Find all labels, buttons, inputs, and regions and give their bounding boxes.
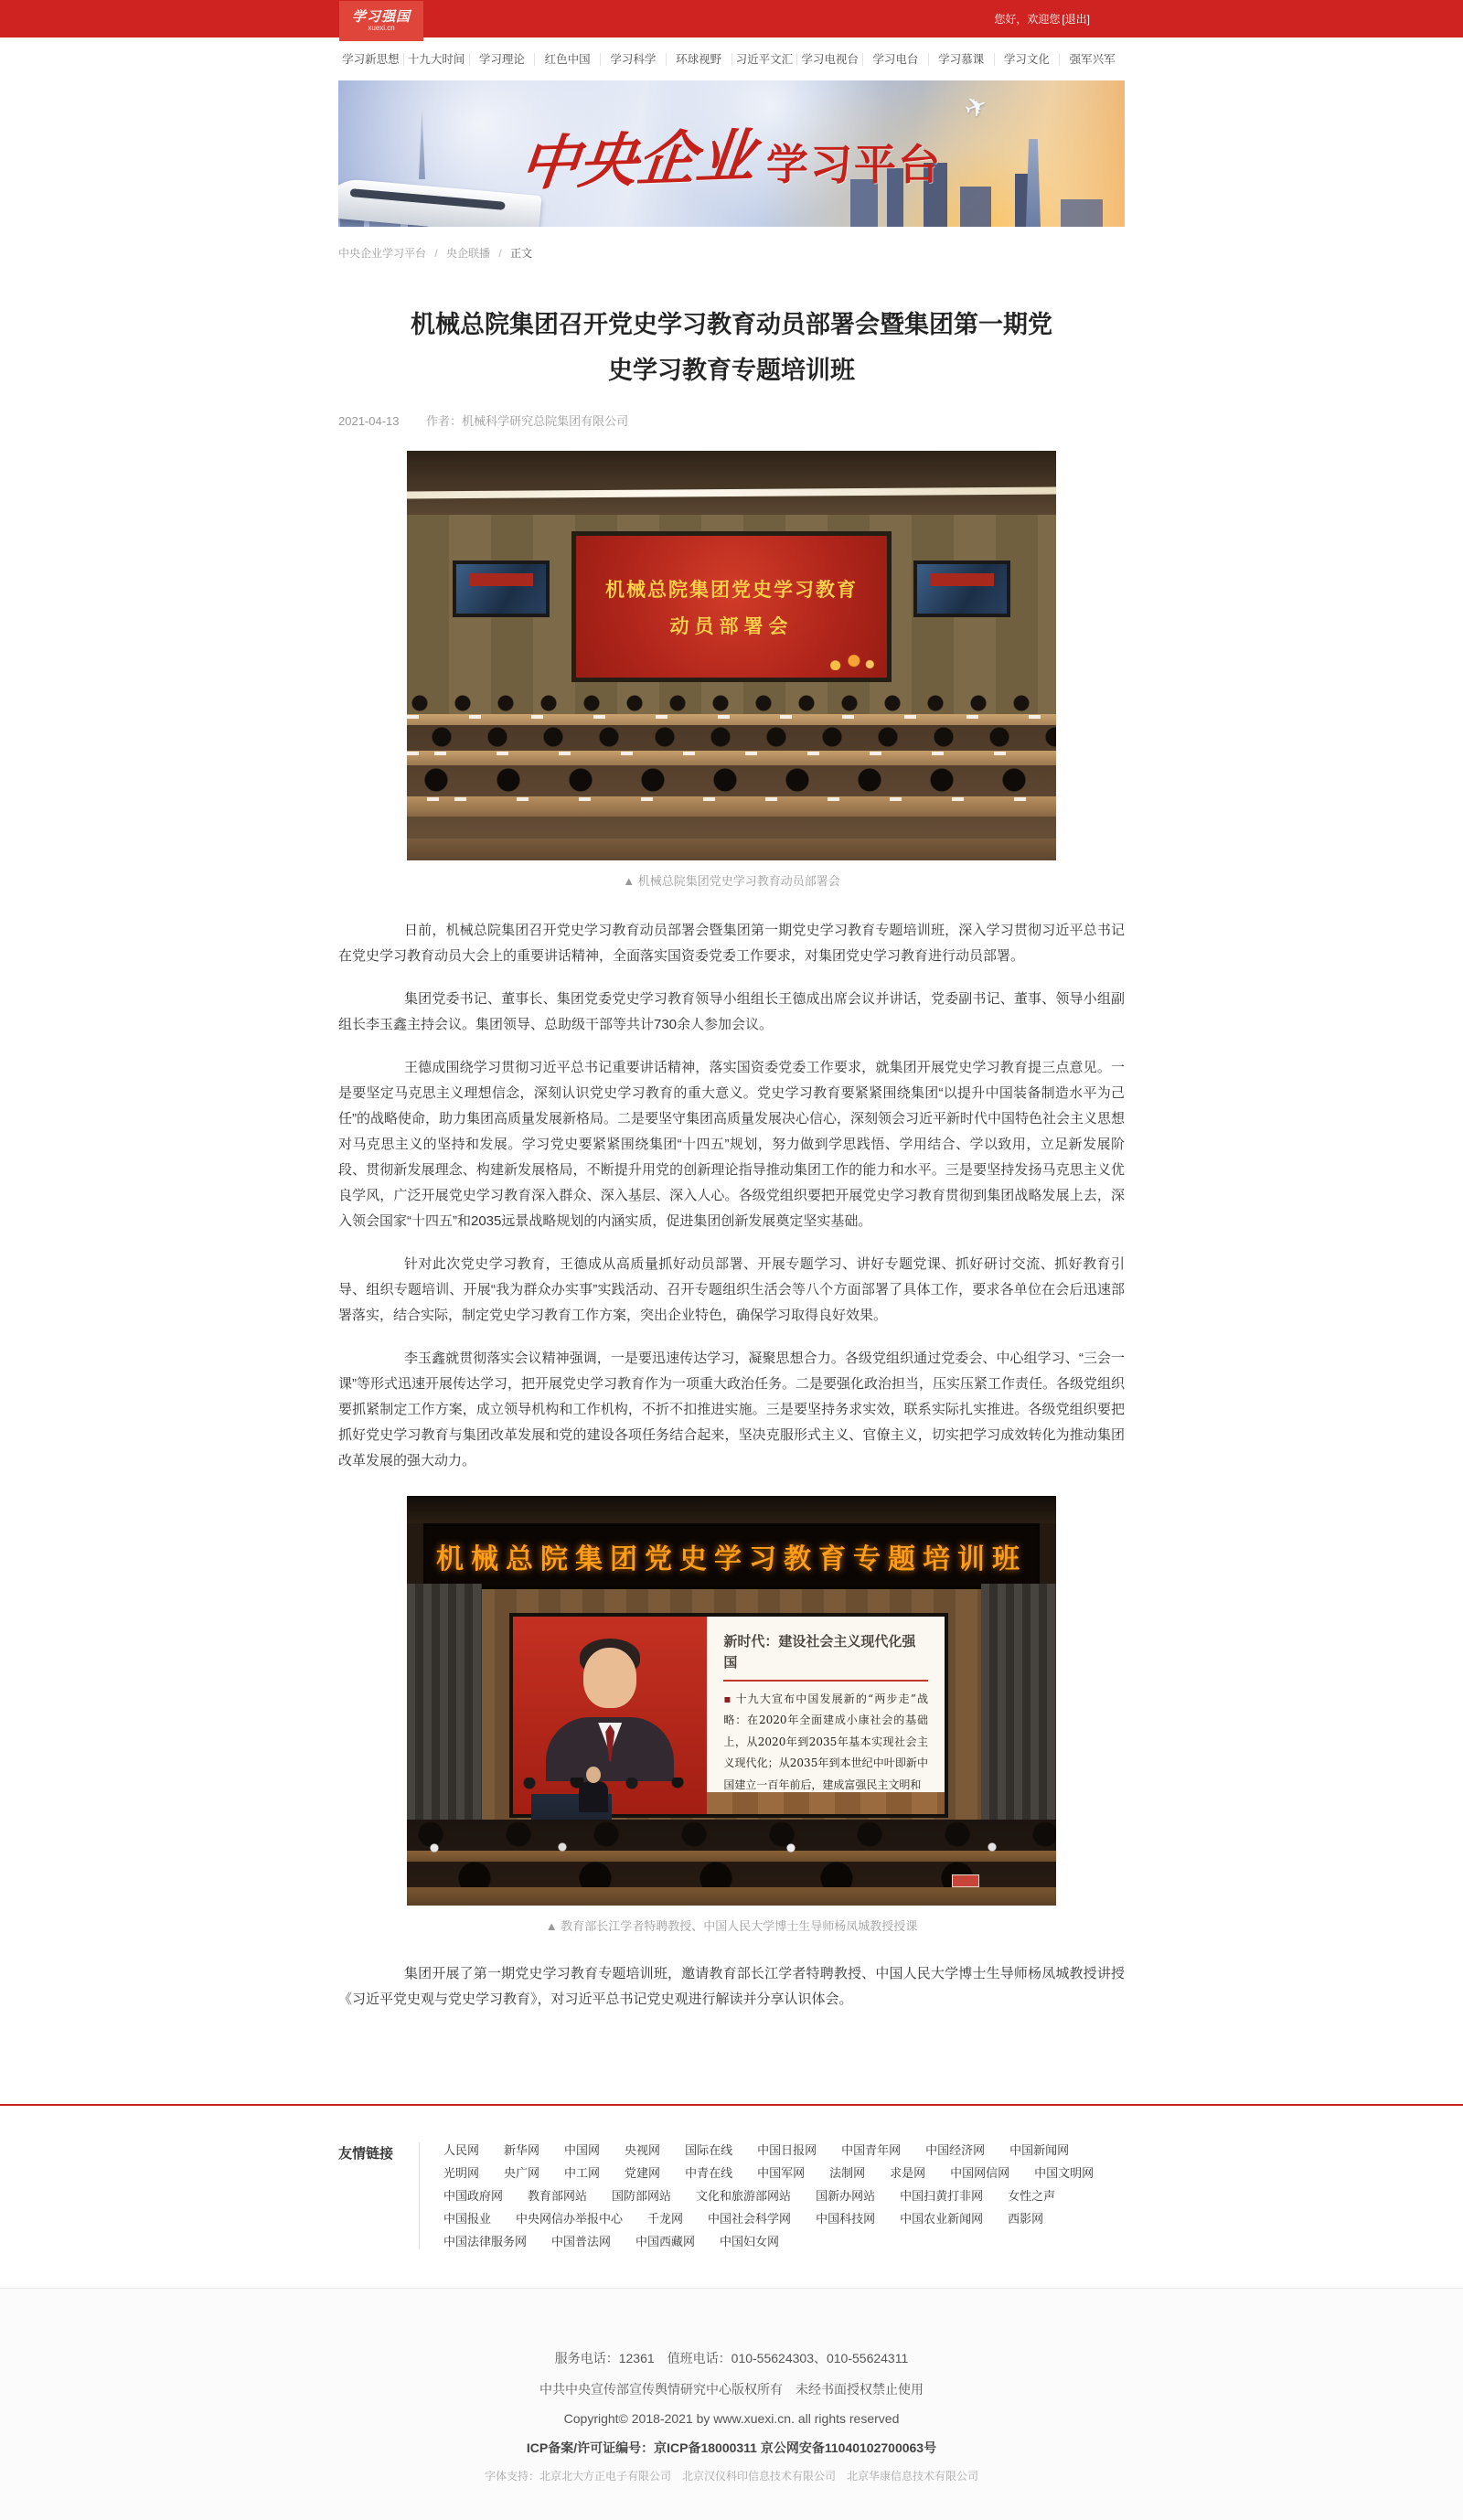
article-author: 作者：机械科学研究总院集团有限公司 bbox=[426, 414, 629, 428]
platform-banner bbox=[338, 80, 1125, 227]
photo2-speaker-body bbox=[579, 1781, 608, 1812]
photo1-tv-left-banner bbox=[469, 573, 534, 586]
friend-link[interactable]: 中国青年网 bbox=[841, 2143, 902, 2157]
friend-links-row bbox=[443, 2143, 1094, 2158]
nav-item[interactable]: 强军兴军 bbox=[1059, 53, 1125, 66]
friend-link[interactable]: 中国农业新闻网 bbox=[900, 2212, 984, 2226]
slide-rule bbox=[723, 1680, 928, 1682]
nav-item[interactable]: 学习科学 bbox=[600, 53, 666, 66]
main-nav bbox=[0, 37, 1463, 80]
footer-service-line: 服务电话：12361 值班电话：010-55624303、010-55624311 bbox=[554, 2351, 909, 2365]
slide-title: 新时代：建设社会主义现代化强国 bbox=[723, 1633, 916, 1671]
nav-item[interactable]: 红色中国 bbox=[534, 53, 600, 66]
photo2 bbox=[407, 1496, 1056, 1906]
slide-body-text: 十九大宣布中国发展新的“两步走”战略：在2020年全面建成小康社会的基础上，从2020年到2035年基本实现社会主义现代化；从2035年到本世纪中叶即新中国建立一百年前后，建成富强民主文明和 bbox=[723, 1692, 928, 1791]
friend-links-divider bbox=[419, 2142, 420, 2249]
article-meta bbox=[338, 411, 1125, 429]
friend-link[interactable]: 中国军网 bbox=[757, 2166, 806, 2180]
friend-link[interactable]: 党建网 bbox=[625, 2166, 661, 2180]
friend-link[interactable]: 中央网信办举报中心 bbox=[516, 2212, 624, 2226]
friend-links-section bbox=[338, 2142, 1125, 2249]
greeting-text: 您好，欢迎您 bbox=[994, 13, 1061, 26]
friend-links-label: 友情链接 bbox=[338, 2146, 394, 2162]
paragraph: 集团开展了第一期党史学习教育专题培训班，邀请教育部长江学者特聘教授、中国人民大学博士生导师杨凤城教授讲授《习近平党史观与党史学习教育》，对习近平总书记党史观进行解读并分享认识体会。 bbox=[338, 1966, 1125, 2007]
photo1-main-screen bbox=[571, 531, 892, 682]
breadcrumb-current: 正文 bbox=[510, 247, 533, 260]
nav-item[interactable]: 学习文化 bbox=[994, 53, 1060, 66]
photo1-audience-row bbox=[407, 765, 1056, 796]
friend-link[interactable]: 新华网 bbox=[504, 2143, 540, 2157]
site-footer bbox=[0, 2288, 1463, 2520]
nav-item[interactable]: 学习电视台 bbox=[796, 53, 862, 66]
paragraph: 日前，机械总院集团召开党史学习教育动员部署会暨集团第一期党史学习教育专题培训班，深入学习贯彻习近平总书记在党史学习教育动员大会上的重要讲话精神，全面落实国资委党委工作要求，对集团党史学习教育进行动员部署。 bbox=[338, 923, 1125, 964]
friend-links-row bbox=[443, 2166, 1094, 2181]
friend-link[interactable]: 中国网信网 bbox=[950, 2166, 1010, 2180]
friend-link[interactable]: 女性之声 bbox=[1008, 2189, 1056, 2203]
footer-font-support: 字体支持：北京北大方正电子有限公司 北京汉仪科印信息技术有限公司 北京华康信息技术有限公司 bbox=[484, 2470, 978, 2483]
friend-link[interactable]: 中国文明网 bbox=[1034, 2166, 1095, 2180]
friend-link[interactable]: 中国妇女网 bbox=[720, 2235, 780, 2248]
photo2-led-banner bbox=[423, 1523, 1040, 1589]
breadcrumb-separator: / bbox=[498, 247, 502, 260]
photo2-speaker-head bbox=[586, 1767, 601, 1783]
friend-link[interactable]: 教育部网站 bbox=[528, 2189, 588, 2203]
friend-link[interactable]: 国防部网站 bbox=[612, 2189, 672, 2203]
article-body bbox=[338, 918, 1125, 1474]
photo1-tv-left bbox=[453, 561, 550, 617]
portrait-face bbox=[583, 1648, 636, 1708]
friend-link[interactable]: 中工网 bbox=[564, 2166, 601, 2180]
plane-icon: ✈ bbox=[959, 89, 993, 126]
friend-link[interactable]: 国际在线 bbox=[685, 2143, 733, 2157]
photo1-screen-text-line1: 机械总院集团党史学习教育 bbox=[605, 579, 858, 601]
paragraph: 针对此次党史学习教育，王德成从高质量抓好动员部署、开展专题学习、讲好专题党课、抓好研讨交流、抓好教育引导、组织专题培训、开展“我为群众办实事”实践活动、召开专题组织生活会等八个方面部署了具体工作，要求各单位在会后迅速部署落实，结合实际，制定党史学习教育工作方案，突出企业特色，确保学习取得良好效果。 bbox=[338, 1256, 1125, 1323]
photo1-tv-left-screen bbox=[456, 564, 546, 614]
banner-title bbox=[338, 80, 1125, 227]
article-final bbox=[338, 1961, 1125, 2013]
friend-link[interactable]: 中国政府网 bbox=[443, 2189, 504, 2203]
photo1-tv-right bbox=[913, 561, 1010, 617]
nav-item[interactable]: 习近平文汇 bbox=[732, 53, 797, 66]
banner-title-script: 中央企业 bbox=[516, 122, 759, 199]
photo2-projection-screen bbox=[509, 1613, 948, 1818]
photo2-curtain-right bbox=[981, 1584, 1056, 1831]
photo2-curtain-left bbox=[407, 1584, 482, 1831]
photo2-water-bottles bbox=[407, 1842, 1056, 1854]
photo2-desk-row bbox=[407, 1887, 1056, 1906]
friend-links-row bbox=[443, 2212, 1094, 2226]
photo2-led-text: 机械总院集团党史学习教育专题培训班 bbox=[436, 1544, 1027, 1575]
friend-link[interactable]: 中国网 bbox=[564, 2143, 601, 2157]
friend-link[interactable]: 中国新闻网 bbox=[1009, 2143, 1070, 2157]
banner-title-bold: 学习平台 bbox=[766, 141, 942, 188]
photo1-tv-right-banner bbox=[930, 573, 995, 586]
nav-items bbox=[338, 37, 1125, 80]
photo-mobilization-meeting bbox=[338, 451, 1125, 889]
breadcrumb-channel[interactable]: 央企联播 bbox=[446, 247, 491, 260]
friend-link[interactable]: 光明网 bbox=[443, 2166, 480, 2180]
photo1-flag-graphic bbox=[825, 646, 878, 670]
friend-link[interactable]: 千龙网 bbox=[647, 2212, 684, 2226]
photo2-screen-portrait bbox=[513, 1617, 707, 1814]
friend-link[interactable]: 中国法律服务网 bbox=[443, 2235, 528, 2248]
article-date: 2021-04-13 bbox=[338, 414, 400, 428]
friend-link[interactable]: 中国经济网 bbox=[925, 2143, 986, 2157]
friend-link[interactable]: 中国普法网 bbox=[551, 2235, 612, 2248]
photo1-audience-row bbox=[407, 725, 1056, 751]
photo1-tv-right-screen bbox=[917, 564, 1007, 614]
friend-link[interactable]: 文化和旅游部网站 bbox=[696, 2189, 792, 2203]
nav-item[interactable]: 学习电台 bbox=[862, 53, 928, 66]
article bbox=[338, 302, 1125, 2013]
footer-icp-line: ICP备案/许可证编号：京ICP备18000311 京公网安备11040102700063号 bbox=[526, 2440, 937, 2455]
user-greeting bbox=[994, 0, 1090, 37]
paragraph: 王德成围绕学习贯彻习近平总书记重要讲话精神，落实国资委党委工作要求，就集团开展党史学习教育提三点意见。一是要坚定马克思主义理想信念，深刻认识党史学习教育的重大意义。党史学习教育要紧紧围绕集团“以提升中国装备制造水平为己任”的战略使命，助力集团高质量发展新格局。二是要坚守集团高质量发展决心信心，深刻领会习近平新时代中国特色社会主义思想对马克思主义的坚持和发展。学习党史要紧紧围绕集团“十四五”规划，努力做到学思践悟、学用结合、学以致用，立足新发展阶段、贯彻新发展理念、构建新发展格局，不断提升用党的创新理论指导推动集团工作的能力和水平。三是要坚持发扬马克思主义优良学风，广泛开展党史学习教育深入群众、深入基层、深入人心。各级党组织要把开展党史学习教育贯彻到集团战略发展上去，深入领会国家“十四五”和2035远景战略规划的内涵实质，促进集团创新发展奠定坚实基础。 bbox=[338, 1060, 1126, 1229]
nav-item[interactable]: 学习理论 bbox=[469, 53, 535, 66]
friend-link[interactable]: 求是网 bbox=[890, 2166, 926, 2180]
breadcrumb-platform[interactable]: 中央企业学习平台 bbox=[338, 247, 427, 260]
photo1-audience-row bbox=[407, 692, 1056, 714]
photo1-papers bbox=[407, 797, 1056, 801]
slide-floor-image bbox=[707, 1792, 945, 1814]
logo-title: 学习强国 bbox=[351, 7, 411, 25]
photo1 bbox=[407, 451, 1056, 860]
friend-link[interactable]: 西影网 bbox=[1008, 2212, 1044, 2226]
friend-links-rows bbox=[443, 2142, 1094, 2249]
photo2-slide bbox=[707, 1617, 945, 1814]
friend-link[interactable]: 中国扫黄打非网 bbox=[900, 2189, 984, 2203]
breadcrumb-separator: / bbox=[434, 247, 438, 260]
friend-link[interactable]: 中国西藏网 bbox=[635, 2235, 696, 2248]
photo1-desk-row bbox=[407, 838, 1056, 860]
friend-link[interactable]: 中青在线 bbox=[685, 2166, 733, 2180]
friend-link[interactable]: 央广网 bbox=[504, 2166, 540, 2180]
friend-link[interactable]: 人民网 bbox=[443, 2143, 480, 2157]
paragraph: 李玉鑫就贯彻落实会议精神强调，一是要迅速传达学习，凝聚思想合力。各级党组织通过党委会、中心组学习、“三会一课”等形式迅速开展传达学习，把开展党史学习教育作为一项重大政治任务。二是要强化政治担当，压实压紧工作责任。各级党组织要抓紧制定工作方案，成立领导机构和工作机构，不折不扣推进实施。三是要坚持务求实效，联系实际扎实推进。各级党组织要把抓好党史学习教育与集团改革发展和党的建设各项任务结合起来，坚决克服形式主义、官僚主义，切实把学习成效转化为推动集团改革发展的强大动力。 bbox=[338, 1351, 1126, 1468]
photo2-caption: ▲ 教育部长江学者特聘教授、中国人民大学博士生导师杨凤城教授授课 bbox=[545, 1919, 918, 1933]
friend-link[interactable]: 中国社会科学网 bbox=[708, 2212, 792, 2226]
slide-body bbox=[723, 1689, 928, 1796]
friend-links-row bbox=[443, 2235, 1094, 2249]
photo-training-class bbox=[338, 1496, 1125, 1934]
photo1-screen-text-line2: 动员部署会 bbox=[669, 615, 794, 637]
topbar-inner bbox=[338, 0, 1125, 37]
friend-link[interactable]: 法制网 bbox=[829, 2166, 866, 2180]
friend-link[interactable]: 中国科技网 bbox=[816, 2212, 876, 2226]
breadcrumb bbox=[338, 245, 1125, 261]
paragraph: 集团党委书记、董事长、集团党委党史学习教育领导小组组长王德成出席会议并讲话，党委副书记、董事、领导小组副组长李玉鑫主持会议。集团领导、总助级干部等共计730余人参加会议。 bbox=[338, 991, 1125, 1032]
photo2-ceiling bbox=[407, 1496, 1056, 1523]
photo1-caption: ▲ 机械总院集团党史学习教育动员部署会 bbox=[623, 874, 840, 888]
topbar bbox=[0, 0, 1463, 37]
nav-item[interactable]: 十九大时间 bbox=[403, 53, 469, 66]
logo-domain: xuexi.cn bbox=[368, 24, 395, 33]
nav-item[interactable]: 学习新思想 bbox=[342, 52, 400, 66]
footer-copyright-cn: 中共中央宣传部宣传舆情研究中心版权所有 未经书面授权禁止使用 bbox=[539, 2382, 924, 2397]
nav-item[interactable]: 环球视野 bbox=[666, 53, 732, 66]
footer-copyright-en: Copyright© 2018-2021 by www.xuexi.cn. all rights reserved bbox=[563, 2411, 900, 2426]
friend-link[interactable]: 央视网 bbox=[625, 2143, 661, 2157]
photo1-papers bbox=[407, 715, 1056, 719]
friend-link[interactable]: 国新办网站 bbox=[816, 2189, 876, 2203]
photo1-ceiling bbox=[407, 451, 1056, 515]
photo2-name-card bbox=[952, 1874, 979, 1887]
nav-item[interactable]: 学习慕课 bbox=[928, 53, 994, 66]
friend-links-row bbox=[443, 2189, 1094, 2204]
article-title: 机械总院集团召开党史学习教育动员部署会暨集团第一期党史学习教育专题培训班 bbox=[411, 311, 1052, 384]
friend-link[interactable]: 中国日报网 bbox=[757, 2143, 817, 2157]
xuexi-logo[interactable] bbox=[339, 1, 423, 41]
photo1-papers bbox=[407, 752, 1056, 755]
slide-bullet-icon: ▪ bbox=[723, 1692, 732, 1705]
logout-link[interactable]: [退出] bbox=[1062, 13, 1090, 26]
red-divider bbox=[0, 2104, 1463, 2106]
friend-link[interactable]: 中国报业 bbox=[443, 2212, 492, 2226]
